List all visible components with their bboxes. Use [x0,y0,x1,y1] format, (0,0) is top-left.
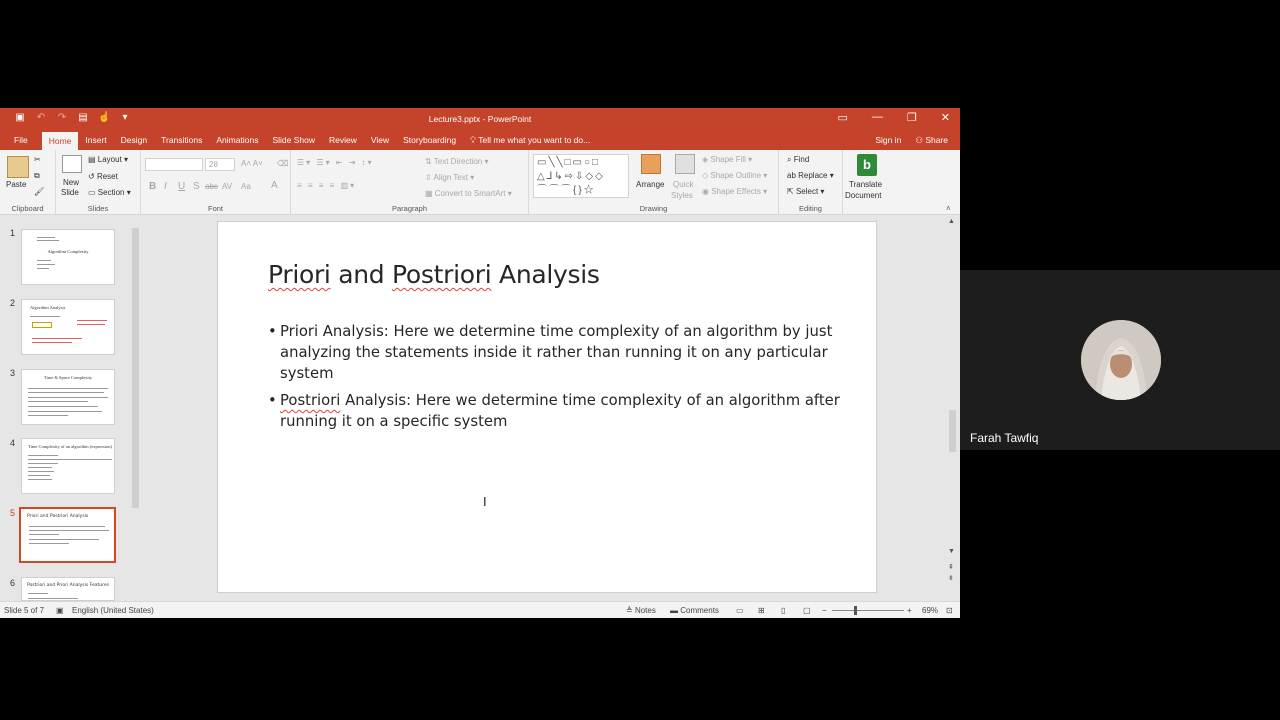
ribbon-home [0,150,960,215]
slide-sorter-icon[interactable]: ⊞ [758,606,765,615]
tab-insert[interactable]: Insert [85,135,107,145]
title-word-postriori: Postriori [392,260,492,289]
translate-button-line2[interactable]: Document [845,191,882,200]
new-slide-button[interactable]: New [63,178,80,187]
quick-styles-icon[interactable] [675,154,695,174]
font-name-box[interactable] [145,158,203,171]
participant-name: Farah Tawfiq [970,431,1039,445]
zoom-slider-thumb[interactable] [854,606,857,615]
italic-button[interactable]: I [164,181,167,192]
translate-button[interactable]: Translate [849,180,883,189]
thumb-number: 3 [10,368,16,378]
slide-thumbnail[interactable] [21,299,115,355]
lightbulb-icon: 💡︎ [470,135,477,145]
previous-slide-icon[interactable]: ⇞ [948,564,954,571]
tell-me-text: Tell me what you want to do... [478,135,591,145]
strikethrough-button[interactable]: abc [205,182,218,191]
text-direction-button[interactable]: ⇅ Text Direction ▾ [425,157,489,166]
new-slide-button-line2[interactable]: Slide [61,188,79,197]
thumb-number-selected: 5 [10,508,16,518]
powerpoint-window [0,108,960,618]
section-button[interactable]: ▭ Section ▾ [88,188,131,197]
ribbon-display-options-icon[interactable]: ▭ [837,112,848,124]
shape-outline-button[interactable]: ◇ Shape Outline ▾ [702,171,768,180]
paragraph-label: Paragraph [391,204,428,213]
underline-button[interactable]: U [178,181,186,192]
bold-button[interactable]: B [149,181,157,192]
arrange-icon[interactable] [641,154,661,174]
align-text-button[interactable]: ⇳ Align Text ▾ [425,173,475,182]
reset-button[interactable]: ↺ Reset [88,172,118,181]
tab-file[interactable]: File [14,135,28,145]
layout-button[interactable]: ▤ Layout ▾ [88,155,129,164]
grow-font-icon[interactable]: A˄ A˅ [241,159,263,168]
new-slide-icon[interactable] [62,155,82,173]
slide-thumbnail-selected[interactable] [19,507,116,563]
minimize-icon[interactable]: — [871,111,883,123]
thumb-title: Priori and Postriori Analysis [27,514,89,519]
thumb-title: Algorithm Analysis [30,305,66,310]
thumb-number: 6 [10,578,16,588]
participant-avatar [1081,320,1161,400]
tab-transitions[interactable]: Transitions [161,135,203,145]
zoom-level[interactable]: 69% [922,606,939,615]
participant-video-tile [960,270,1280,450]
thumb-title: Time Complexity of an algorithm (expression) [28,444,112,449]
slide-thumbnail[interactable] [21,229,115,285]
drawing-group [529,150,779,215]
slides-group [56,150,141,215]
thumb-title: Time & Space Complexity [43,375,93,380]
slide-counter: Slide 5 of 7 [4,606,45,615]
character-spacing-button[interactable]: AV [222,182,233,191]
slide-thumbnail[interactable] [21,369,115,425]
tab-slide-show[interactable]: Slide Show [272,135,315,145]
normal-view-icon[interactable]: ▭ [736,606,744,615]
redo-icon[interactable]: ↷ [57,112,67,123]
restore-icon[interactable]: ❐ [906,112,917,124]
arrange-button[interactable]: Arrange [636,180,665,189]
slide-body-text[interactable] [268,321,848,438]
thumb-title: Algorithm Complexity [47,249,89,254]
change-case-button[interactable]: Aa [241,182,251,191]
slide-thumbnail[interactable] [21,438,115,494]
present-icon[interactable]: ▤ [78,112,88,123]
close-icon[interactable]: ✕ [940,112,950,124]
window-controls [838,111,951,124]
current-slide[interactable] [217,221,877,593]
fit-slide-icon[interactable]: ⊡ [946,606,953,615]
clear-formatting-icon[interactable]: ⌫ [277,159,289,168]
clipboard-label: Clipboard [11,204,44,213]
zoom-out-icon[interactable]: − [822,606,827,615]
convert-smartart-button[interactable]: ▦ Convert to SmartArt ▾ [425,189,512,198]
editing-group [779,150,843,215]
font-size-box[interactable]: 28 [205,158,235,171]
alignment-buttons[interactable]: ≡ ≡ ≡ ≡ ▥▾ [297,181,357,190]
font-color-button[interactable]: A [271,180,278,191]
zoom-in-icon[interactable]: + [907,606,912,615]
undo-icon[interactable]: ↶ [36,112,46,123]
quick-styles-button[interactable]: Quick [673,180,694,189]
tab-storyboarding[interactable]: Storyboarding [403,135,457,145]
comments-button[interactable]: ▬ Comments [670,606,719,615]
shape-effects-button[interactable]: ◉ Shape Effects ▾ [702,187,768,196]
shape-fill-button[interactable]: ◈ Shape Fill ▾ [702,155,753,164]
reading-view-icon[interactable]: ▯ [781,606,786,615]
bullet-postriori [268,390,848,432]
next-slide-icon[interactable]: ⇟ [948,575,954,582]
slide-scroll-thumb[interactable] [949,410,956,452]
person-icon: ⚇ [915,135,923,145]
translate-group [843,150,895,215]
notes-button[interactable]: ≜ Notes [626,606,656,615]
tab-design[interactable]: Design [120,135,148,145]
scroll-down-icon[interactable]: ▼ [948,548,955,555]
thumb-number: 2 [10,298,16,308]
scroll-up-icon[interactable]: ▲ [948,218,955,225]
document-title: Lecture3.pptx - PowerPoint [428,114,532,124]
shapes-gallery[interactable]: ▭╲╲□▭○□ △⅃↳⇨⇩◇◇ ⌒⌒⌒{}☆ [533,154,629,198]
tell-me-box[interactable] [463,130,597,150]
translate-icon[interactable]: b [857,154,877,176]
language-indicator[interactable]: English (United States) [72,606,154,615]
cut-icon[interactable]: ✂ [34,155,41,164]
slides-label: Slides [87,204,109,213]
thumbnail-scrollbar[interactable] [131,218,140,600]
tab-animations[interactable]: Animations [216,135,259,145]
customize-qat-icon[interactable]: ▾ [122,112,128,123]
quick-styles-button-line2[interactable]: Styles [671,191,693,200]
touch-mode-icon[interactable]: ☝ [98,112,111,123]
slide-editing-area [146,216,960,600]
title-word-priori: Priori [268,260,331,289]
thumb-title: Postriori and Priori Analysis Features [26,583,110,588]
slide-thumbnail-pane [0,216,145,600]
bullet-word-postriori: Postriori [280,392,341,409]
tab-view[interactable]: View [370,135,390,145]
find-button[interactable]: ⌕ Find [787,155,810,164]
text-cursor-icon: I [483,494,487,509]
sign-in-link[interactable]: Sign in [875,135,902,145]
thumb-number: 1 [10,228,16,238]
drawing-label: Drawing [639,204,668,213]
format-painter-icon[interactable]: 🖌︎ [34,187,45,196]
share-button[interactable] [915,130,948,150]
title-bar [0,108,960,130]
list-buttons[interactable]: ☰▾ ☰▾ ⇤ ⇥ ↕▾ [297,158,374,167]
zoom-slider-track[interactable] [832,610,904,611]
shadow-button[interactable]: S [193,181,200,192]
share-label: Share [925,135,948,145]
thumbnail-scroll-thumb[interactable] [132,228,139,508]
ribbon-tab-bar [0,130,960,150]
slide-show-icon[interactable]: ▢ [803,606,811,615]
collapse-ribbon-icon[interactable]: ˄ [946,204,951,213]
status-bar [0,601,960,618]
font-group [141,150,291,215]
copy-icon[interactable]: ⧉ [34,171,40,180]
paste-icon[interactable] [7,156,29,178]
tab-review[interactable]: Review [328,135,357,145]
title-word-and: and [330,260,393,289]
select-button[interactable]: ⇱ Select ▾ [787,187,825,196]
title-word-analysis: Analysis [491,260,600,289]
clipboard-group [0,150,56,215]
save-icon[interactable]: ▣ [15,112,25,123]
slide-scrollbar[interactable] [947,218,958,590]
paragraph-group [291,150,529,215]
replace-button[interactable]: ab Replace ▾ [787,171,834,180]
bullet-postriori-rest: Analysis: Here we determine time complexity of an algorithm after running it on a specific system [280,392,840,430]
bullet-priori: • Priori Analysis: Here we determine time complexity of an algorithm by just analyzing the statements inside it rather than running it on any particular system [268,321,848,384]
thumb-number: 4 [10,438,16,448]
font-label: Font [207,204,223,213]
spell-check-icon[interactable]: ▣ [56,606,64,615]
paste-button[interactable]: Paste [6,180,27,189]
tab-home[interactable]: Home [42,132,79,150]
slide-thumbnail[interactable] [21,577,115,601]
slide-title[interactable] [268,260,600,289]
editing-label: Editing [799,204,822,213]
